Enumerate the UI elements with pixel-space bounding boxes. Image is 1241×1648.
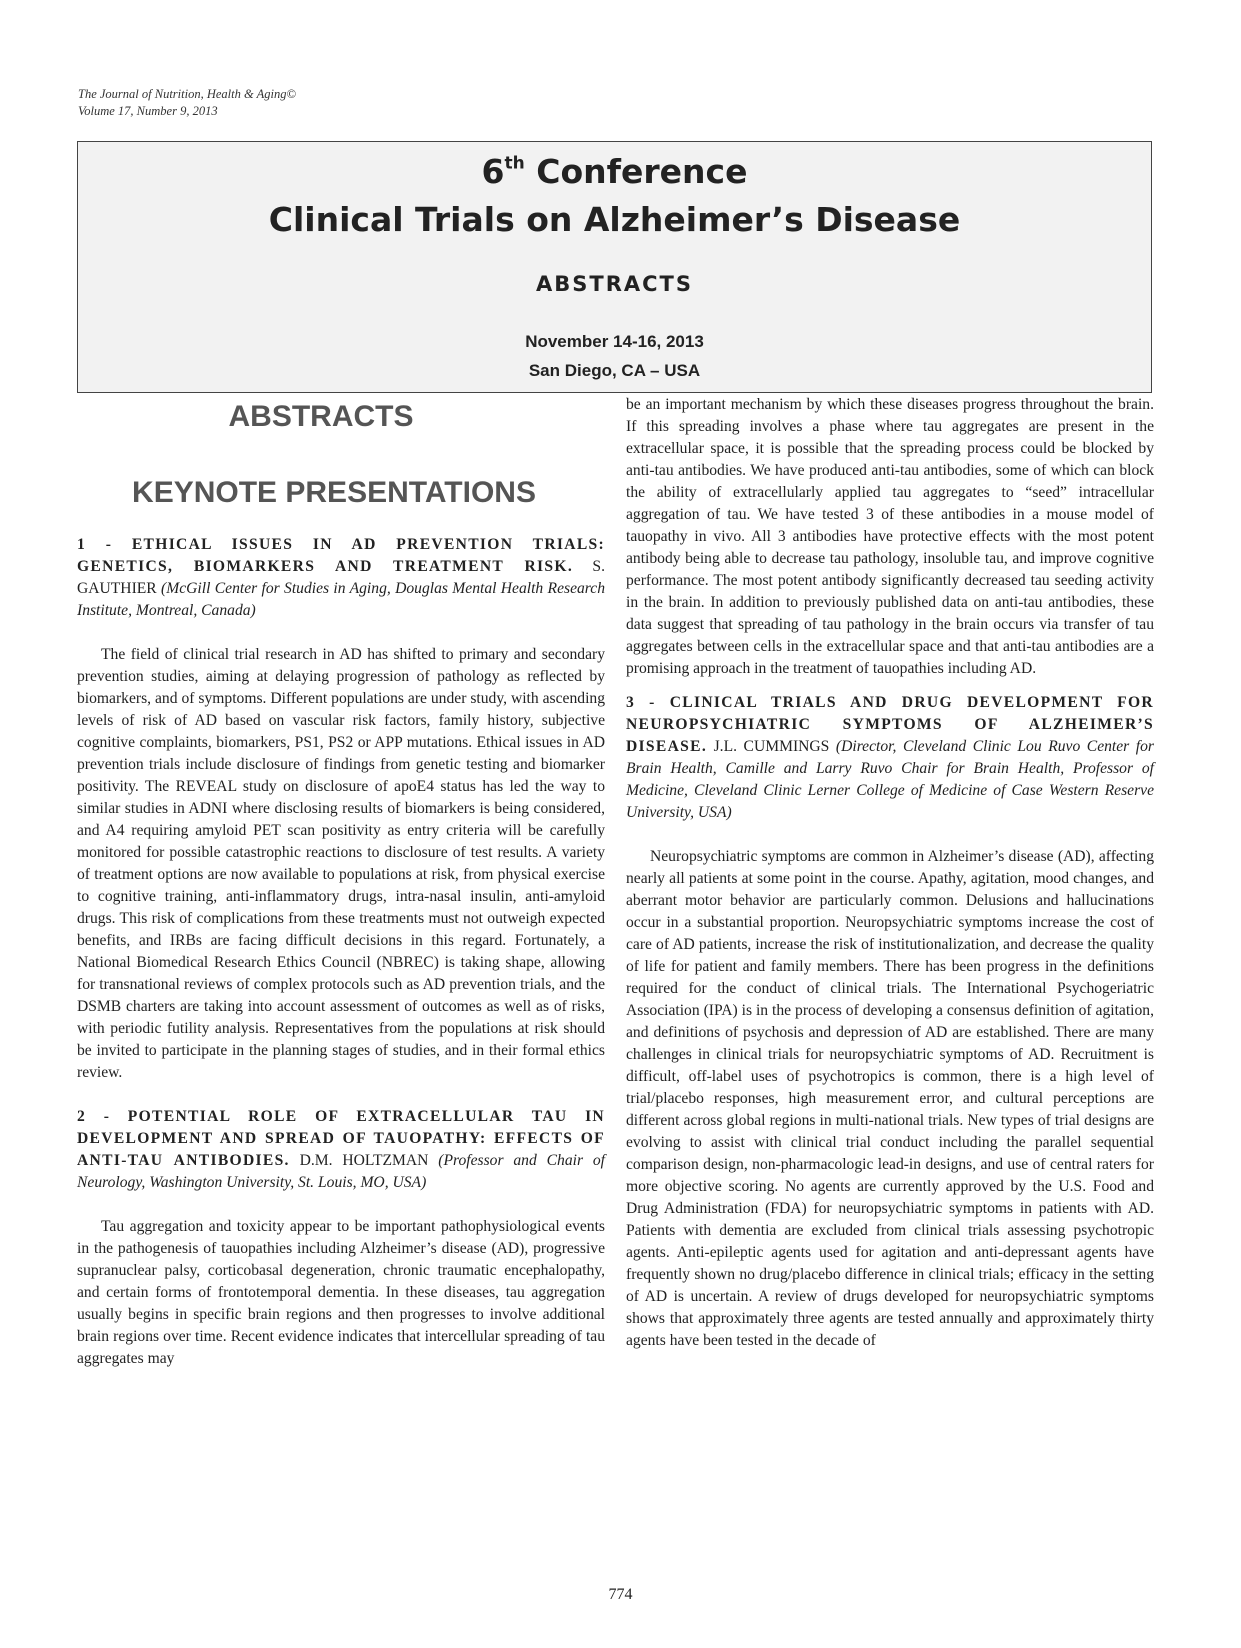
conference-number: 6 — [481, 152, 505, 191]
conference-dates: November 14-16, 2013 — [525, 332, 704, 351]
abstract-2-header — [77, 1106, 605, 1194]
conference-number-line — [78, 152, 1151, 191]
conference-word: Conference — [536, 152, 748, 191]
abstract-3-title: 3 - CLINICAL TRIALS AND DRUG DEVELOPMENT FOR NEUROPSYCHIATRIC SYMPTOMS OF ALZHEIMER’S DISEASE. — [626, 694, 1154, 755]
right-column — [626, 396, 1154, 1352]
abstract-2-affiliation: (Professor and Chair of Neurology, Washington University, St. Louis, MO, USA) — [77, 1152, 605, 1191]
abstract-3-body: Neuropsychiatric symptoms are common in Alzheimer’s disease (AD), affecting nearly all patients at some point in the course. Apathy, agitation, mood changes, and aberrant motor behavior are particularly common. Delusions and hallucinations occur in a substantial proportion. Neuropsychiatric symptoms increase the cost of care of AD patients, increase the risk of institutionalization, and decrease the quality of life for patient and family members. There has been progress in the definitions required for the conduct of clinical trials. The International Psychogeriatric Association (IPA) is in the process of developing a consensus definition of agitation, and definitions of psychosis and depression of AD are established. There are many challenges in clinical trials for neuropsychiatric symptoms of AD. Recruitment is difficult, off-label uses of psychotropics is common, there is a high level of trial/placebo responses, high measurement error, and cultural perceptions are different across global regions in multi-national trials. New types of trial designs are evolving to assist with clinical trial conduct including the parallel sequential comparison design, non-pharmacologic lead-in designs, and use of central raters for more objective scoring. No agents are currently approved by the U.S. Food and Drug Administration (FDA) for neuropsychiatric symptoms in patients with AD. Patients with dementia are excluded from clinical trials assessing psychotropic agents. Anti-epileptic agents used for agitation and anti-depressant agents have frequently shown no drug/placebo difference in clinical trials; efficacy in the setting of AD is uncertain. A review of drugs developed for neuropsychiatric symptoms shows that approximately three agents are tested annually and approximately thirty agents have been tested in the decade of — [626, 848, 1154, 1349]
page-number: 774 — [608, 1586, 633, 1603]
journal-citation — [78, 86, 296, 120]
abstract-2-body: Tau aggregation and toxicity appear to be important pathophysiological events in the pathogenesis of tauopathies including Alzheimer’s disease (AD), progressive supranuclear palsy, corticobasal degeneration, chronic traumatic encephalopathy, and certain forms of frontotemporal dementia. In these diseases, tau aggregation usually begins in specific brain regions and then progresses to involve additional brain regions over time. Recent evidence indicates that intercellular spreading of tau aggregates may — [77, 1218, 605, 1367]
abstract-3-affiliation: (Director, Cleveland Clinic Lou Ruvo Center for Brain Health, Camille and Larry Ruvo Chair for Brain Health, Professor of Medicine, Cleveland Clinic Lerner College of Medicine of Case Western Reserve University, USA) — [626, 738, 1154, 821]
abstract-1-author: S. GAUTHIER — [77, 558, 605, 597]
abstract-1-title: 1 - ETHICAL ISSUES IN AD PREVENTION TRIALS: GENETICS, BIOMARKERS AND TREATMENT RISK. — [77, 536, 605, 575]
abstract-2-body-continued: be an important mechanism by which these diseases progress throughout the brain. If this spreading involves a phase where tau aggregates are present in the extracellular space, it is possible that the spreading process could be blocked by anti-tau antibodies. We have produced anti-tau antibodies, some of which can block the ability of extracellularly applied tau aggregates to “seed” intracellular aggregation of tau. We have tested 3 of these antibodies in a mouse model of tauopathy in vivo. All 3 antibodies have protective effects with the most potent antibody being able to decrease tau pathology, insoluble tau, and improve cognitive performance. The most potent antibody significantly decreased tau seeding activity in the brain. In addition to previously published data on anti-tau antibodies, these data suggest that spreading of tau pathology in the brain occurs via transfer of tau aggregates between cells in the extracellular space and that anti-tau antibodies are a promising approach in the treatment of tauopathies including AD. — [626, 396, 1154, 677]
journal-name: The Journal of Nutrition, Health & Aging© — [78, 87, 296, 101]
journal-volume: Volume 17, Number 9, 2013 — [78, 104, 218, 118]
abstract-3-author: J.L. CUMMINGS — [713, 738, 830, 755]
abstract-1-body: The field of clinical trial research in AD has shifted to primary and secondary prevention studies, aiming at delaying progression of pathology as reflected by biomarkers, and of symptoms. Different populations are under study, with ascending levels of risk of AD based on vascular risk factors, family history, subjective cognitive complaints, biomarkers, PS1, PS2 or APP mutations. Ethical issues in AD prevention trials include disclosure of findings from genetic testing and biomarker positivity. The REVEAL study on disclosure of apoE4 status has led the way to similar studies in ADNI where disclosing results of biomarkers is being considered, and A4 requiring amyloid PET scan positivity as entry criteria will be carefully monitored for possible catastrophic reactions to disclosure of test results. A variety of treatment options are now available to populations at risk, from physical exercise to cognitive training, anti-inflammatory drugs, intra-nasal insulin, anti-amyloid drugs. This risk of complications from these treatments must not outweigh expected benefits, and IRBs are facing difficult decisions in this regard. Fortunately, a National Biomedical Research Ethics Council (NBREC) is taking shape, allowing for transnational reviews of complex protocols such as AD prevention trials, and the DSMB charters are taking into account assessment of outcomes as well as of risks, with periodic futility analysis. Representatives from the populations at risk should be invited to participate in the planning stages of studies, and in their formal ethics review. — [77, 646, 605, 1081]
abstract-2-title: 2 - POTENTIAL ROLE OF EXTRACELLULAR TAU IN DEVELOPMENT AND SPREAD OF TAUOPATHY: EFFECTS OF ANTI-TAU ANTIBODIES. — [77, 1108, 605, 1169]
conference-location: San Diego, CA – USA — [528, 361, 701, 380]
left-column — [77, 400, 605, 1370]
section-title: ABSTRACTS — [228, 400, 414, 433]
conference-title: Clinical Trials on Alzheimer’s Disease — [268, 200, 961, 239]
abstract-3-header — [626, 692, 1154, 824]
conference-suffix: th — [504, 153, 525, 174]
subsection-title: KEYNOTE PRESENTATIONS — [132, 476, 536, 509]
abstract-1-header — [77, 534, 605, 622]
header-abstracts-label: ABSTRACTS — [536, 272, 693, 296]
abstract-1-affiliation: (McGill Center for Studies in Aging, Douglas Mental Health Research Institute, Montreal, Canada) — [77, 580, 605, 619]
abstract-2-author: D.M. HOLTZMAN — [299, 1152, 429, 1169]
conference-header-box — [77, 141, 1152, 393]
